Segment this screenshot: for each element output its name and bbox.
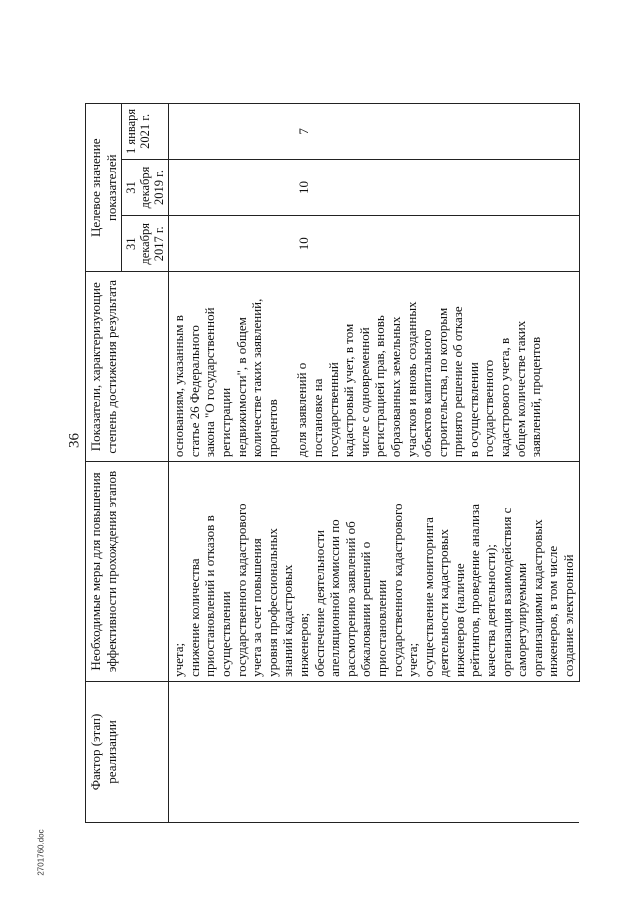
text-line: учета за счет повышения xyxy=(249,538,265,677)
footer-doc-filename: 2701760.doc xyxy=(36,829,46,876)
factor-cell xyxy=(169,681,579,822)
text-line: инженеров, в том числе xyxy=(545,545,561,677)
text-line: принято решение об отказе xyxy=(450,306,466,458)
value-cell-2019 xyxy=(169,159,579,215)
indicator-1-text xyxy=(171,276,280,457)
header-row xyxy=(86,104,122,823)
header-year-2021: 1 января 2021 г. xyxy=(122,104,169,160)
text-line: участков и вновь созданных xyxy=(403,301,419,458)
page-number: 36 xyxy=(66,433,83,448)
text-line: кадастровый учет, в том xyxy=(341,323,357,458)
text-line: регистрации xyxy=(217,387,233,458)
text-line: рассмотрению заявлений об xyxy=(342,521,358,677)
text-line: государственного xyxy=(481,359,497,458)
indicators-cell xyxy=(169,272,579,462)
indicator-2-value-2021: 7 xyxy=(296,128,312,135)
header-factor: Фактор (этап) реализации xyxy=(86,681,169,822)
text-line: строительства, по которым xyxy=(434,307,450,458)
text-line: рейтингов, проведение анализа xyxy=(467,504,483,677)
text-line: снижение количества xyxy=(186,558,202,677)
measures-text xyxy=(171,466,576,677)
text-line: учета; xyxy=(171,642,187,677)
measures-cell xyxy=(169,462,579,682)
header-year-2019: 31 декабря 2019 г. xyxy=(122,159,169,215)
text-line: апелляционной комиссии по xyxy=(327,519,343,677)
text-line: осуществление мониторинга xyxy=(420,517,436,677)
text-line: процентов xyxy=(264,399,280,458)
text-line: создание электронной xyxy=(561,554,577,677)
text-line: основаниям, указанным в xyxy=(171,315,187,458)
text-line: статье 26 Федерального xyxy=(186,325,202,458)
text-line: общем количестве таких xyxy=(512,320,528,458)
text-line: уровня профессиональных xyxy=(264,528,280,677)
text-line: количестве таких заявлений, xyxy=(249,298,265,458)
header-target: Целевое значение показателей xyxy=(86,104,122,272)
text-line: осуществлении xyxy=(217,591,233,677)
text-line: государственный xyxy=(325,362,341,458)
text-line: инженеров; xyxy=(295,612,311,677)
header-year-2017: 31 декабря 2017 г. xyxy=(122,216,169,272)
text-line: государственного кадастрового xyxy=(233,503,249,677)
text-line: обеспечение деятельности xyxy=(311,530,327,677)
text-line: числе с одновременной xyxy=(356,327,372,458)
text-line: образованных земельных xyxy=(387,316,403,458)
value-cell-2017 xyxy=(169,216,579,272)
text-line: постановке на xyxy=(309,378,325,458)
indicator-2-value-2019: 10 xyxy=(296,180,312,194)
text-line: знаний кадастровых xyxy=(280,564,296,677)
text-line: приостановлении xyxy=(373,579,389,677)
text-line: приостановлений и отказов в xyxy=(202,515,218,677)
text-line: закона "О государственной xyxy=(202,307,218,458)
text-line: саморегулируемыми xyxy=(514,562,530,677)
text-line: доля заявлений о xyxy=(294,362,310,458)
text-line: государственного кадастрового xyxy=(389,503,405,677)
text-line: качества деятельности); xyxy=(483,544,499,677)
value-cell-2021 xyxy=(169,104,579,160)
table-row xyxy=(169,104,579,823)
text-line: регистрацией прав, вновь xyxy=(372,315,388,458)
text-line: учета; xyxy=(405,642,421,677)
text-line: организация взаимодействия с xyxy=(498,507,514,677)
indicator-2-value-2017: 10 xyxy=(296,237,312,251)
text-line: обжаловании решений о xyxy=(358,541,374,677)
measures-table xyxy=(85,103,580,823)
text-line: заявлений, процентов xyxy=(528,336,544,458)
header-indicators: Показатели, характеризующие степень достижения результата xyxy=(86,272,169,462)
text-line: инженеров (наличие xyxy=(451,563,467,677)
text-line: объектов капитального xyxy=(419,329,435,458)
text-line: деятельности кадастровых xyxy=(436,528,452,677)
text-line: в осуществлении xyxy=(465,362,481,458)
indicator-2-text xyxy=(294,276,544,457)
text-line: кадастрового учета, в xyxy=(497,337,513,458)
text-line: недвижимости", в общем xyxy=(233,317,249,458)
header-measures: Необходимые меры для повышения эффективности прохождения этапов xyxy=(86,462,169,682)
text-line: организациями кадастровых xyxy=(529,519,545,677)
